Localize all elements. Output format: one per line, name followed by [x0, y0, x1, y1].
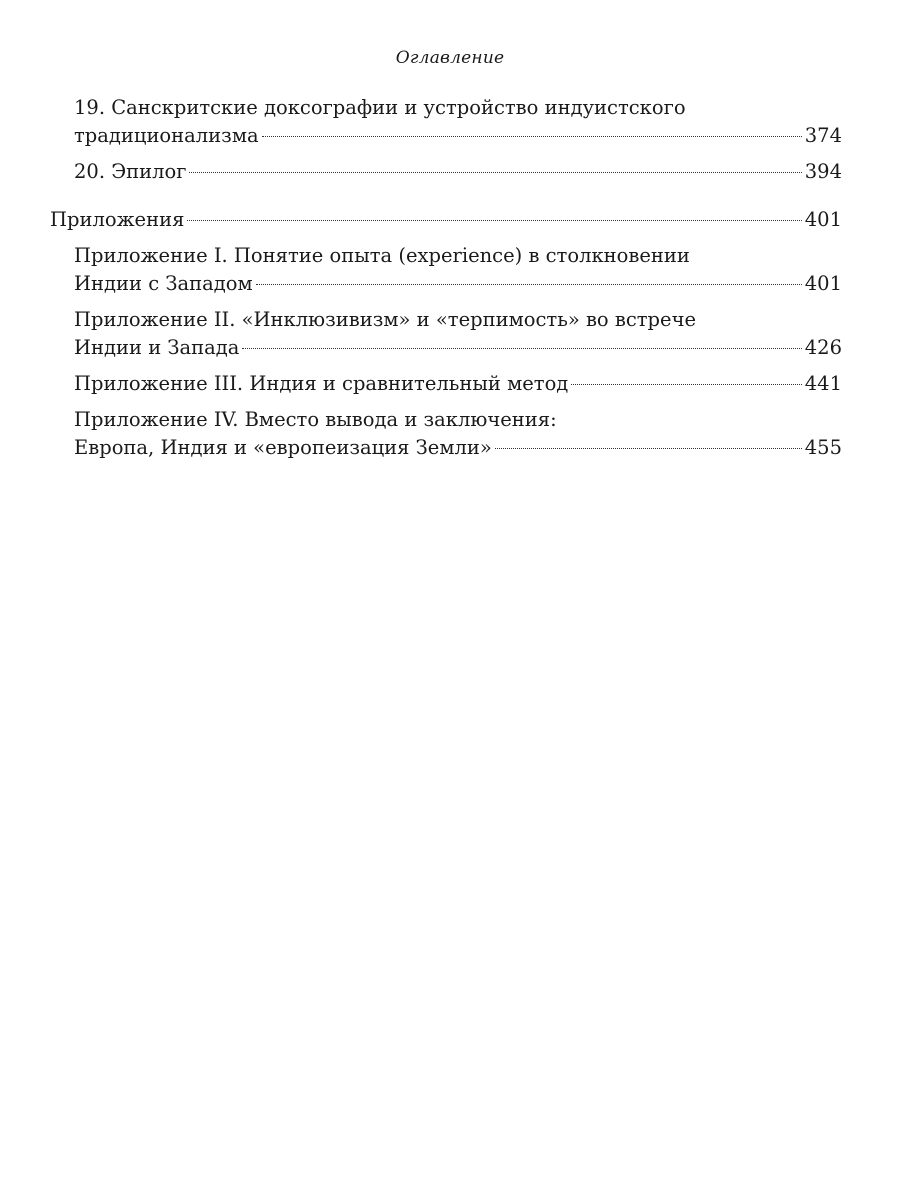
toc-entry-chapter-20[interactable] — [50, 158, 842, 186]
dot-leader — [187, 220, 801, 221]
toc-entry-title-line1: Приложение I. Понятие опыта (experience) в столкновении — [74, 244, 690, 267]
toc-entry-chapter-19[interactable] — [50, 94, 842, 150]
toc-entry-title-line2: Индии с Западом — [74, 272, 253, 295]
dot-leader — [495, 448, 802, 449]
toc-entry-title-line1: Приложение II. «Инклюзивизм» и «терпимость» во встрече — [74, 308, 697, 331]
toc-entry-title-line2: Европа, Индия и «европеизация Земли» — [74, 436, 492, 459]
toc-page-number: 401 — [804, 208, 842, 231]
dot-leader — [242, 348, 801, 349]
toc-page-number: 426 — [804, 336, 842, 359]
toc-entry-appendix-4[interactable] — [50, 406, 842, 462]
toc-entry-appendix-3[interactable] — [50, 370, 842, 398]
toc-entry-leader — [74, 270, 842, 298]
toc-entry-leader — [74, 434, 842, 462]
toc-page-number: 455 — [804, 436, 842, 459]
toc-entry-appendix-2[interactable] — [50, 306, 842, 362]
toc-page-number: 374 — [804, 124, 842, 147]
toc-entry-title-line1: Приложение IV. Вместо вывода и заключения: — [74, 408, 557, 431]
toc-entry-leader — [50, 206, 842, 234]
toc-page-number: 394 — [804, 160, 842, 183]
toc-entry-leader — [74, 370, 842, 398]
toc-entry-leader — [74, 334, 842, 362]
toc-entry-title-line2: Индии и Запада — [74, 336, 240, 359]
dot-leader — [256, 284, 802, 285]
toc-entry-appendix-1[interactable] — [50, 242, 842, 298]
toc-entry-leader — [74, 122, 842, 150]
toc-page-number: 401 — [804, 272, 842, 295]
toc-entry-title: Приложение III. Индия и сравнительный метод — [74, 372, 569, 395]
table-of-contents — [50, 94, 842, 462]
toc-entry-title: 20. Эпилог — [74, 160, 187, 183]
toc-entry-title-line1: 19. Санскритские доксографии и устройство индуистского — [74, 96, 686, 119]
toc-entry-title-line2: традиционализма — [74, 124, 259, 147]
dot-leader — [262, 136, 802, 137]
running-head: Оглавление — [395, 48, 505, 68]
dot-leader — [189, 172, 801, 173]
dot-leader — [571, 384, 801, 385]
toc-section-title: Приложения — [50, 208, 185, 231]
toc-page-number: 441 — [804, 372, 842, 395]
toc-entry-leader — [74, 158, 842, 186]
toc-entry-appendices[interactable] — [50, 206, 842, 234]
